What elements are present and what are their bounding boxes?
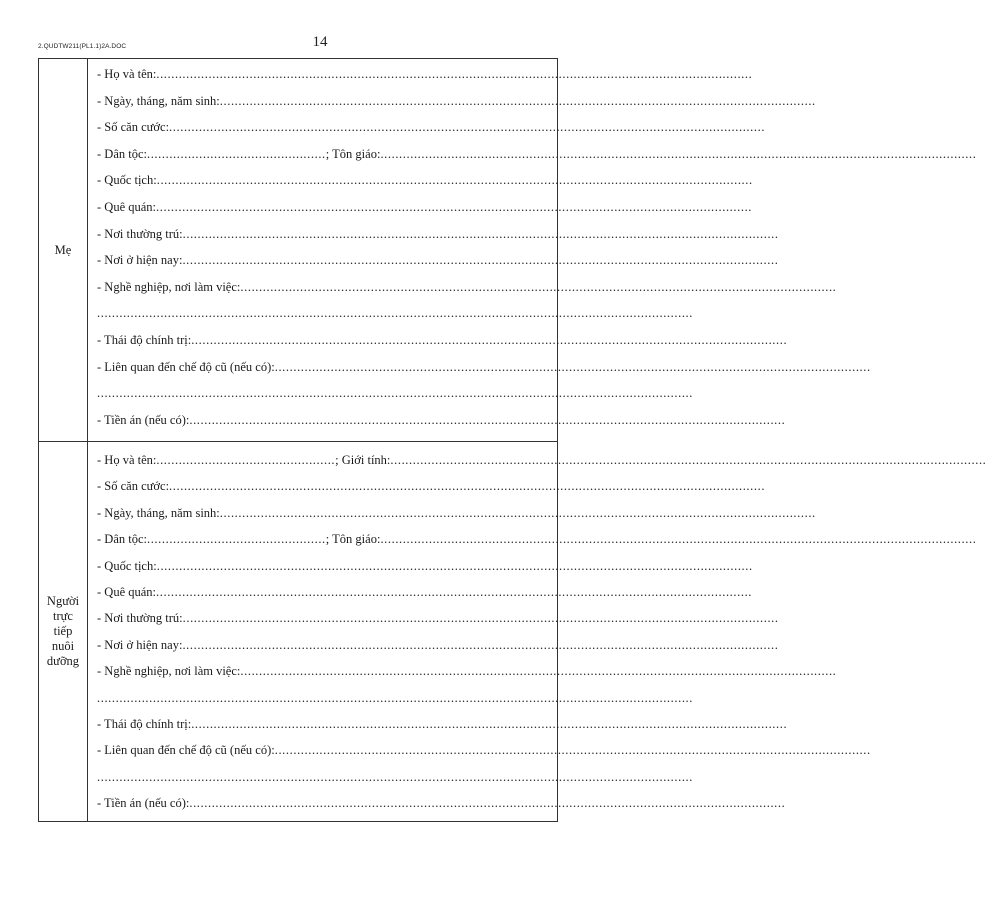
guardian-label-line: nuôi: [51, 639, 75, 653]
fill-dots: ................................................................................................................................................................: [189, 412, 786, 427]
form-field-row[interactable]: [97, 253, 779, 268]
field-label: - Nghề nghiệp, nơi làm việc:: [97, 279, 241, 294]
form-field-row[interactable]: [97, 333, 788, 348]
form-field-row[interactable]: [97, 664, 837, 679]
field-label: - Quê quán:: [97, 200, 157, 214]
field-label: - Quốc tịch:: [97, 558, 157, 573]
fill-dots: ................................................................................................................................................................: [156, 200, 753, 214]
field-label: - Nơi ở hiện nay:: [97, 637, 183, 652]
field-label: - Ngày, tháng, năm sinh:: [97, 505, 220, 520]
form-field-row[interactable]: [97, 279, 837, 295]
fill-dots: ................................................................................................................................................................: [156, 585, 753, 599]
fill-dots: ................................................................................................................................................................: [219, 93, 816, 108]
mother-section: [39, 59, 977, 442]
field-label: - Dân tộc:: [97, 146, 147, 161]
field-label: - Tiền án (nếu có):: [97, 412, 190, 427]
fill-dots: ................................................................................................................................................................: [380, 532, 977, 547]
field-label: - Liên quan đến chế độ cũ (nếu có):: [97, 359, 275, 374]
form-field-row[interactable]: [97, 505, 816, 521]
fill-dots: ................................................................................................................................................................: [182, 637, 779, 652]
form-field-row[interactable]: [97, 93, 816, 109]
document-code: 2.QUDTW211(PL1.1)2A.DOC: [38, 43, 127, 50]
field-label: - Quốc tịch:: [97, 173, 157, 188]
fill-dots: ................................................................................................................................................................: [182, 611, 779, 626]
form-field-row[interactable]: [97, 479, 766, 494]
field-label: - Họ và tên:: [97, 453, 157, 467]
form-field-row[interactable]: [97, 558, 753, 574]
field-label: - Dân tộc:: [97, 532, 147, 547]
fill-dots: ................................................................................................................................................................: [274, 359, 871, 374]
field-label-secondary: ; Tôn giáo:: [325, 146, 381, 161]
fill-dots: ................................................................................................................................................................: [240, 664, 837, 679]
field-label: - Số căn cước:: [97, 479, 170, 494]
mother-label-text: Mẹ: [54, 242, 72, 257]
field-label-secondary: ; Giới tính:: [335, 453, 391, 467]
field-label: - Quê quán:: [97, 585, 157, 599]
form-field-row[interactable]: [97, 412, 786, 428]
fill-dots: ................................................: [146, 532, 326, 547]
guardian-label-line: trực: [53, 609, 73, 623]
form-field-row[interactable]: [97, 226, 779, 242]
page-number: 14: [312, 34, 328, 50]
form-table: [38, 58, 986, 822]
fill-dots: ................................................................................................................................................................: [191, 333, 788, 347]
fill-dots: ................................................................................................................................................................: [169, 479, 766, 494]
field-label: - Thái độ chính trị:: [97, 333, 192, 347]
form-field-row[interactable]: [97, 637, 779, 653]
fill-dots: ................................................................................................................................................................: [219, 505, 816, 520]
fill-dots: ................................................................................................................................................................: [182, 253, 779, 268]
form-field-row[interactable]: [97, 585, 753, 600]
mother-label: [39, 59, 88, 441]
fill-dots: ................................................................................................................................................................: [191, 717, 788, 731]
fill-dots: ................................................................................................................................................................: [169, 120, 766, 135]
field-label: - Họ và tên:: [97, 67, 157, 81]
field-label-secondary: ; Tôn giáo:: [325, 532, 381, 547]
guardian-label-line: Người: [46, 594, 80, 608]
form-field-row[interactable]: [97, 173, 753, 188]
field-label: - Thái độ chính trị:: [97, 717, 192, 731]
field-label: - Nơi thường trú:: [97, 226, 183, 241]
field-label: - Nghề nghiệp, nơi làm việc:: [97, 664, 241, 679]
field-label: - Số căn cước:: [97, 120, 170, 135]
form-field-row[interactable]: [97, 743, 871, 758]
field-label: - Nơi ở hiện nay:: [97, 253, 183, 268]
form-field-row[interactable]: [97, 611, 779, 626]
fill-dots: ................................................: [146, 146, 326, 161]
form-field-row[interactable]: [97, 690, 693, 706]
form-field-row[interactable]: [97, 120, 766, 135]
fill-dots: ................................................................................................................................................................: [97, 769, 693, 784]
fill-dots: ................................................................................................................................................................: [390, 453, 986, 467]
fill-dots: ................................................................................................................................................................: [182, 226, 779, 241]
form-field-row[interactable]: [97, 146, 977, 162]
fill-dots: ................................................................................................................................................................: [189, 796, 786, 811]
fill-dots: ................................................: [156, 453, 336, 467]
form-field-row[interactable]: [97, 359, 871, 375]
form-field-row[interactable]: [97, 200, 753, 215]
field-label: - Tiền án (nếu có):: [97, 796, 190, 811]
form-field-row[interactable]: [97, 386, 693, 401]
fill-dots: ................................................................................................................................................................: [156, 173, 753, 188]
guardian-label: [39, 442, 88, 821]
fill-dots: ................................................................................................................................................................: [97, 386, 693, 401]
fill-dots: ................................................................................................................................................................: [156, 67, 753, 81]
guardian-label-line: dưỡng: [46, 654, 80, 668]
field-label: - Nơi thường trú:: [97, 611, 183, 626]
guardian-section: [39, 442, 986, 821]
fill-dots: ................................................................................................................................................................: [274, 743, 871, 758]
fill-dots: ................................................................................................................................................................: [240, 279, 837, 294]
field-label: - Liên quan đến chế độ cũ (nếu có):: [97, 743, 275, 758]
form-field-row[interactable]: [97, 796, 786, 811]
form-field-row[interactable]: [97, 532, 977, 547]
form-field-row[interactable]: [97, 67, 753, 82]
form-field-row[interactable]: [97, 453, 986, 468]
fill-dots: ................................................................................................................................................................: [97, 690, 693, 705]
guardian-label-line: tiếp: [53, 624, 73, 638]
form-field-row[interactable]: [97, 717, 788, 732]
form-field-row[interactable]: [97, 769, 693, 785]
form-field-row[interactable]: [97, 306, 693, 321]
fill-dots: ................................................................................................................................................................: [380, 146, 977, 161]
field-label: - Ngày, tháng, năm sinh:: [97, 93, 220, 108]
fill-dots: ................................................................................................................................................................: [97, 306, 693, 321]
fill-dots: ................................................................................................................................................................: [156, 558, 753, 573]
